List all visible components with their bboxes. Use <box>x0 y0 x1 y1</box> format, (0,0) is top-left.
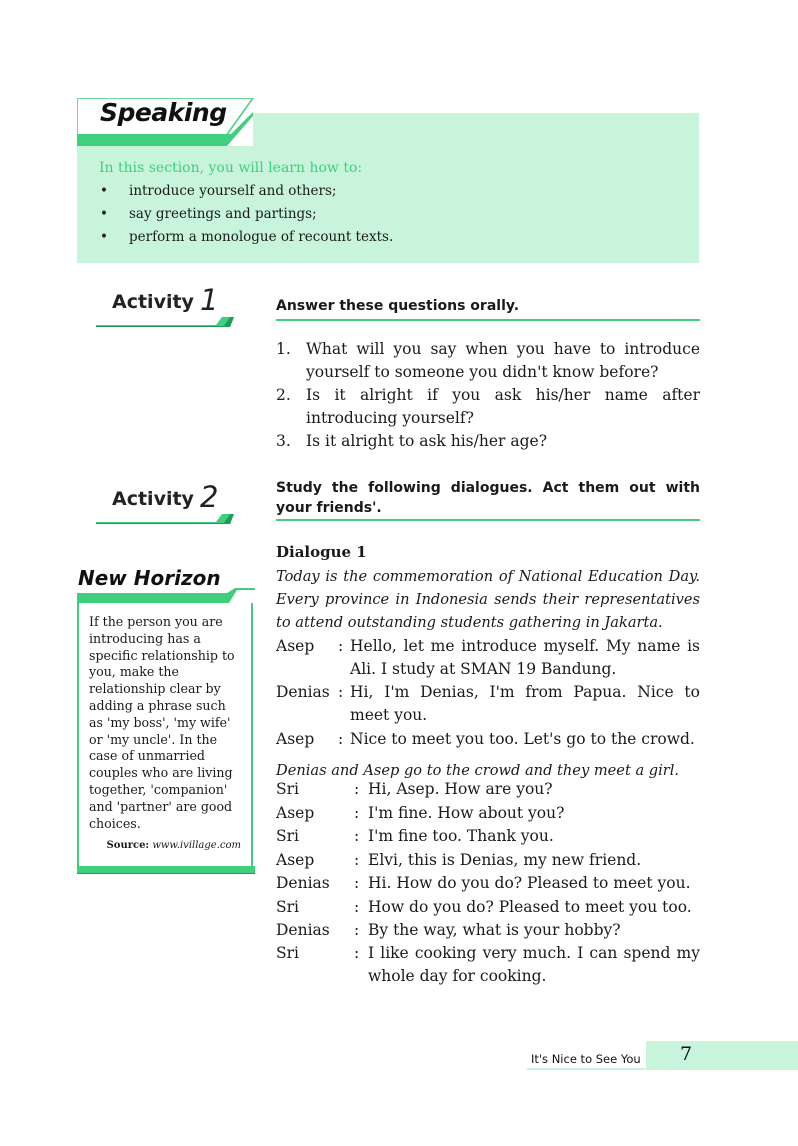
objective-item: • perform a monologue of recount texts. <box>99 227 393 250</box>
activity-1-heading <box>112 283 218 317</box>
dialogue-transition: Denias and Asep go to the crowd and they meet a girl. <box>276 762 680 779</box>
question-item: 2. Is it alright if you ask his/her name after introducing yourself? <box>276 386 700 427</box>
dialogue-line: Asep : Hello, let me introduce myself. My name is Ali. I study at SMAN 19 Bandung. <box>276 637 700 678</box>
activity-2-rule <box>276 519 700 521</box>
page-number: 7 <box>680 1043 693 1065</box>
activity-2-underline <box>96 513 236 525</box>
question-item: 1. What will you say when you have to introduce yourself to someone you didn't know before? <box>276 340 700 381</box>
dialogue-line: Sri : How do you do? Pleased to meet you too. <box>276 898 692 916</box>
footer-band <box>646 1041 798 1070</box>
activity-1-questions <box>276 338 700 453</box>
objective-item: • introduce yourself and others; <box>99 181 393 204</box>
speaking-title: Speaking <box>100 98 227 127</box>
new-horizon-title: New Horizon <box>78 566 221 590</box>
new-horizon-text: If the person you are introducing has a specific relationship to you, make the relationship clear by adding a phrase such as 'my boss', 'my wife' or 'my uncle'. In the case of unmarried couples who are living together, 'companion' and 'partner' are good choices. <box>89 614 235 831</box>
activity-1-rule <box>276 319 700 321</box>
dialogue-line: Denias : Hi. How do you do? Pleased to meet you. <box>276 874 691 892</box>
activity-2-number: 2 <box>199 480 219 514</box>
dialogue-line: Sri : Hi, Asep. How are you? <box>276 780 553 798</box>
dialogue-line: Asep : I'm fine. How about you? <box>276 804 565 822</box>
activity-1-underline <box>96 316 236 328</box>
dialogue-title: Dialogue 1 <box>276 543 367 561</box>
dialogue-line: Sri : I like cooking very much. I can spend my whole day for cooking. <box>276 944 700 985</box>
activity-2-instruction: Study the following dialogues. Act them out with your friends'. <box>276 480 700 516</box>
dialogue-line: Asep : Nice to meet you too. Let's go to the crowd. <box>276 730 695 748</box>
new-horizon-top-bar <box>77 588 255 604</box>
dialogue-line: Denias : By the way, what is your hobby? <box>276 921 621 939</box>
new-horizon-bottom-bar <box>77 860 255 874</box>
activity-1-instruction: Answer these questions orally. <box>276 298 520 314</box>
dialogue-line: Sri : I'm fine too. Thank you. <box>276 827 554 845</box>
dialogue-context: Today is the commemoration of National Education Day. Every province in Indonesia sends their representatives to attend outstanding students gathering in Jakarta. <box>276 568 700 631</box>
activity-1-label: Activity <box>112 291 194 313</box>
dialogue-line: Denias : Hi, I'm Denias, I'm from Papua. Nice to meet you. <box>276 683 700 724</box>
footer-line <box>527 1068 645 1070</box>
speaking-intro: In this section, you will learn how to: <box>99 160 363 176</box>
speaking-objectives <box>99 181 393 250</box>
dialogue-line: Asep : Elvi, this is Denias, my new friend. <box>276 851 642 869</box>
activity-2-label: Activity <box>112 488 194 510</box>
activity-2-heading <box>112 480 218 514</box>
new-horizon-source: Source: www.ivillage.com <box>106 840 241 851</box>
activity-1-number: 1 <box>199 283 219 317</box>
question-item: 3. Is it alright to ask his/her age? <box>276 432 547 450</box>
objective-item: • say greetings and partings; <box>99 204 393 227</box>
chapter-title: It's Nice to See You <box>531 1052 641 1066</box>
